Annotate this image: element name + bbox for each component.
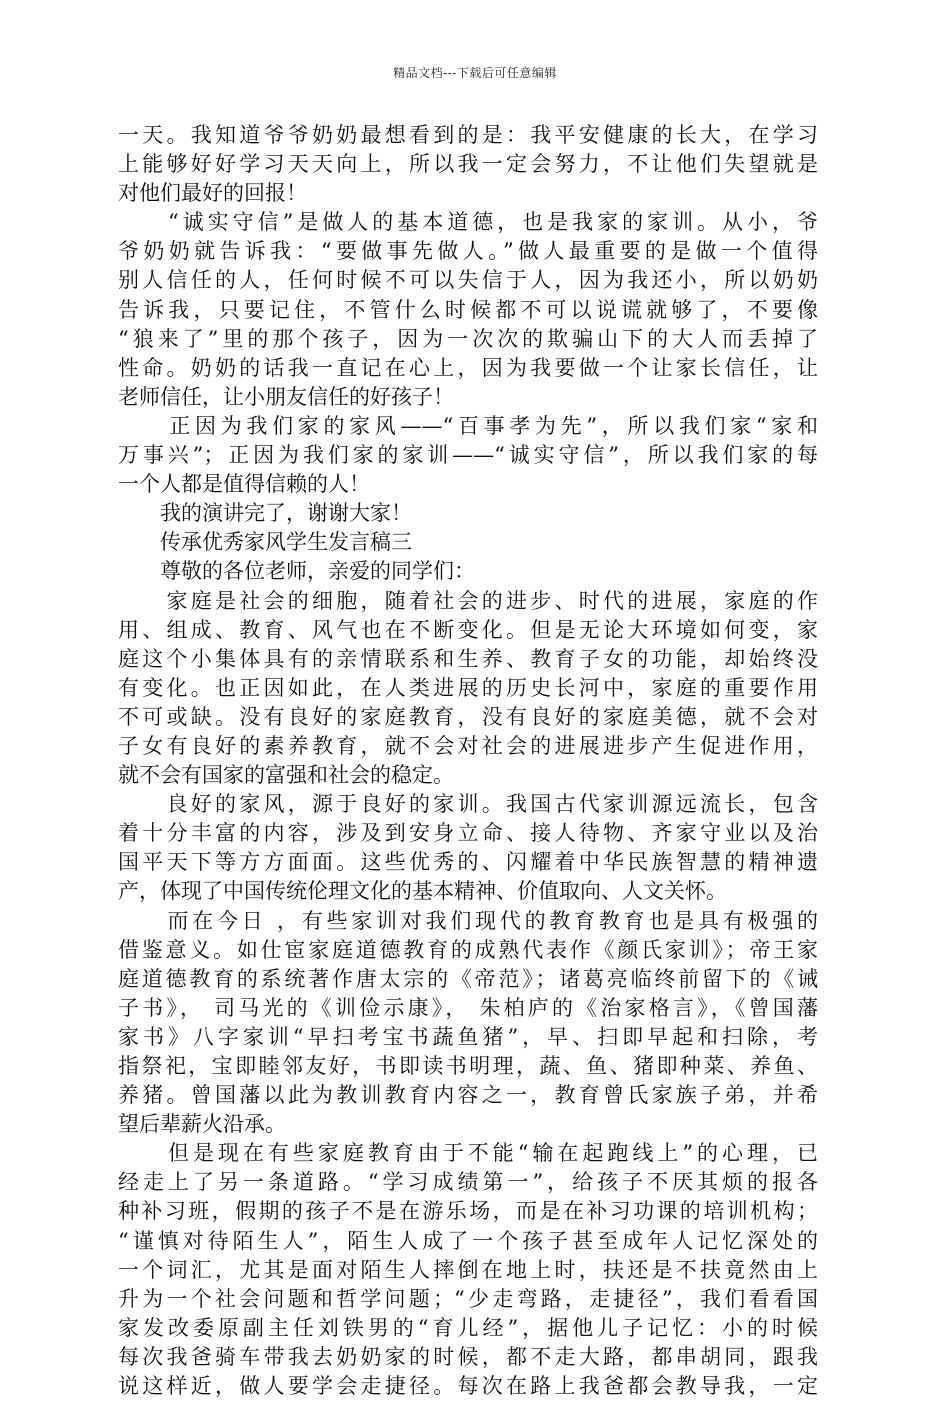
page-header: 精品文档---下载后可任意编辑 bbox=[393, 66, 557, 80]
text-line: 庭这个小集体具有的亲情联系和生养、教育子女的功能，却始终没 bbox=[118, 646, 818, 671]
text-line: 说这样近，做人要学会走捷径。每次在路上我爸都会教导我，一定 bbox=[118, 1374, 818, 1399]
text-line: 有变化。也正因如此，在人类进展的历史长河中，家庭的重要作用 bbox=[118, 675, 818, 700]
text-line: 别人信任的人，任何时候不可以失信于人，因为我还小，所以奶奶 bbox=[118, 268, 818, 293]
text-line: 家书》八字家训“早扫考宝书蔬鱼猪”，早、扫即早起和扫除，考 bbox=[118, 1024, 818, 1049]
text-line: 就不会有国家的富强和社会的稳定。 bbox=[118, 763, 454, 788]
text-line: 每次我爸骑车带我去奶奶家的时候，都不走大路，都串胡同，跟我 bbox=[118, 1344, 818, 1369]
text-line: 借鉴意义。如仕宦家庭道德教育的成熟代表作《颜氏家训》；帝王家 bbox=[118, 937, 818, 962]
text-line: 但是现在有些家庭教育由于不能“输在起跑线上”的心理，已 bbox=[118, 1141, 818, 1166]
text-line: “诚实守信”是做人的基本道德，也是我家的家训。从小，爷 bbox=[118, 210, 818, 235]
text-line: 我的演讲完了，谢谢大家！ bbox=[118, 501, 412, 526]
text-line: 一天。我知道爷爷奶奶最想看到的是：我平安健康的长大，在学习 bbox=[118, 123, 818, 147]
text-line: 经走上了另一条道路。“学习成绩第一”，给孩子不厌其烦的报各 bbox=[118, 1170, 818, 1195]
text-line: 产，体现了中国传统伦理文化的基本精神、价值取向、人文关怀。 bbox=[118, 879, 727, 904]
text-line: 着十分丰富的内容，涉及到安身立命、接人待物、齐家守业以及治 bbox=[118, 821, 818, 846]
text-line: 庭道德教育的系统著作唐太宗的《帝范》；诸葛亮临终前留下的《诫 bbox=[118, 966, 818, 991]
text-line: 正因为我们家的家风——“百事孝为先”，所以我们家“家和 bbox=[118, 413, 818, 438]
text-line: 告诉我，只要记住，不管什么时候都不可以说谎就够了，不要像 bbox=[118, 297, 818, 322]
text-line: 望后辈薪火沿承。 bbox=[118, 1112, 286, 1137]
text-line: 传承优秀家风学生发言稿三 bbox=[118, 530, 412, 555]
document-body bbox=[118, 121, 818, 1401]
text-line: 子书》， 司马光的《训俭示康》， 朱柏庐的《治家格言》，《曾国藩 bbox=[118, 995, 818, 1020]
text-line: 良好的家风，源于良好的家训。我国古代家训源远流长，包含 bbox=[118, 792, 818, 817]
text-line: 指祭祀，宝即睦邻友好，书即读书明理，蔬、鱼、猪即种菜、养鱼、 bbox=[118, 1054, 818, 1078]
text-line: 性命。奶奶的话我一直记在心上，因为我要做一个让家长信任，让 bbox=[118, 355, 818, 380]
text-line: 升为一个社会问题和哲学问题；“少走弯路，走捷径”，我们看看国 bbox=[118, 1286, 818, 1311]
text-line: “谨慎对待陌生人”，陌生人成了一个孩子甚至成年人记忆深处的 bbox=[118, 1228, 818, 1253]
text-line: 而在今日 ，有些家训对我们现代的教育教育也是具有极强的 bbox=[118, 908, 818, 933]
text-line: 家发改委原副主任刘铁男的“育儿经”，据他儿子记忆：小的时候 bbox=[118, 1315, 818, 1340]
text-line: 子女有良好的素养教育，就不会对社会的进展进步产生促进作用， bbox=[118, 733, 818, 758]
text-line: 不可或缺。没有良好的家庭教育，没有良好的家庭美德，就不会对 bbox=[118, 704, 818, 729]
text-line: 尊敬的各位老师，亲爱的同学们： bbox=[118, 559, 475, 584]
text-line: 老师信任，让小朋友信任的好孩子！ bbox=[118, 384, 454, 409]
text-line: 对他们最好的回报！ bbox=[118, 181, 307, 206]
text-line: 家庭是社会的细胞，随着社会的进步、时代的进展，家庭的作 bbox=[118, 588, 818, 613]
text-line: 用、组成、教育、风气也在不断变化。但是无论大环境如何变，家 bbox=[118, 617, 818, 642]
text-line: 养猪。曾国藩以此为教训教育内容之一，教育曾氏家族子弟，并希 bbox=[118, 1083, 818, 1108]
text-line: 爷奶奶就告诉我：“要做事先做人。”做人最重要的是做一个值得 bbox=[118, 239, 818, 264]
text-line: 上能够好好学习天天向上，所以我一定会努力，不让他们失望就是 bbox=[118, 152, 818, 177]
text-line: 一个人都是值得信赖的人！ bbox=[118, 472, 370, 497]
text-line: 种补习班，假期的孩子不是在游乐场，而是在补习功课的培训机构； bbox=[118, 1199, 818, 1224]
text-line: 一个词汇，尤其是面对陌生人摔倒在地上时，扶还是不扶竟然由上 bbox=[118, 1257, 818, 1282]
text-line: 国平天下等方方面面。这些优秀的、闪耀着中华民族智慧的精神遗 bbox=[118, 850, 818, 875]
text-line: 万事兴”；正因为我们家的家训——“诚实守信”，所以我们家的每 bbox=[118, 443, 818, 468]
text-line: “狼来了”里的那个孩子，因为一次次的欺骗山下的大人而丢掉了 bbox=[118, 326, 818, 351]
